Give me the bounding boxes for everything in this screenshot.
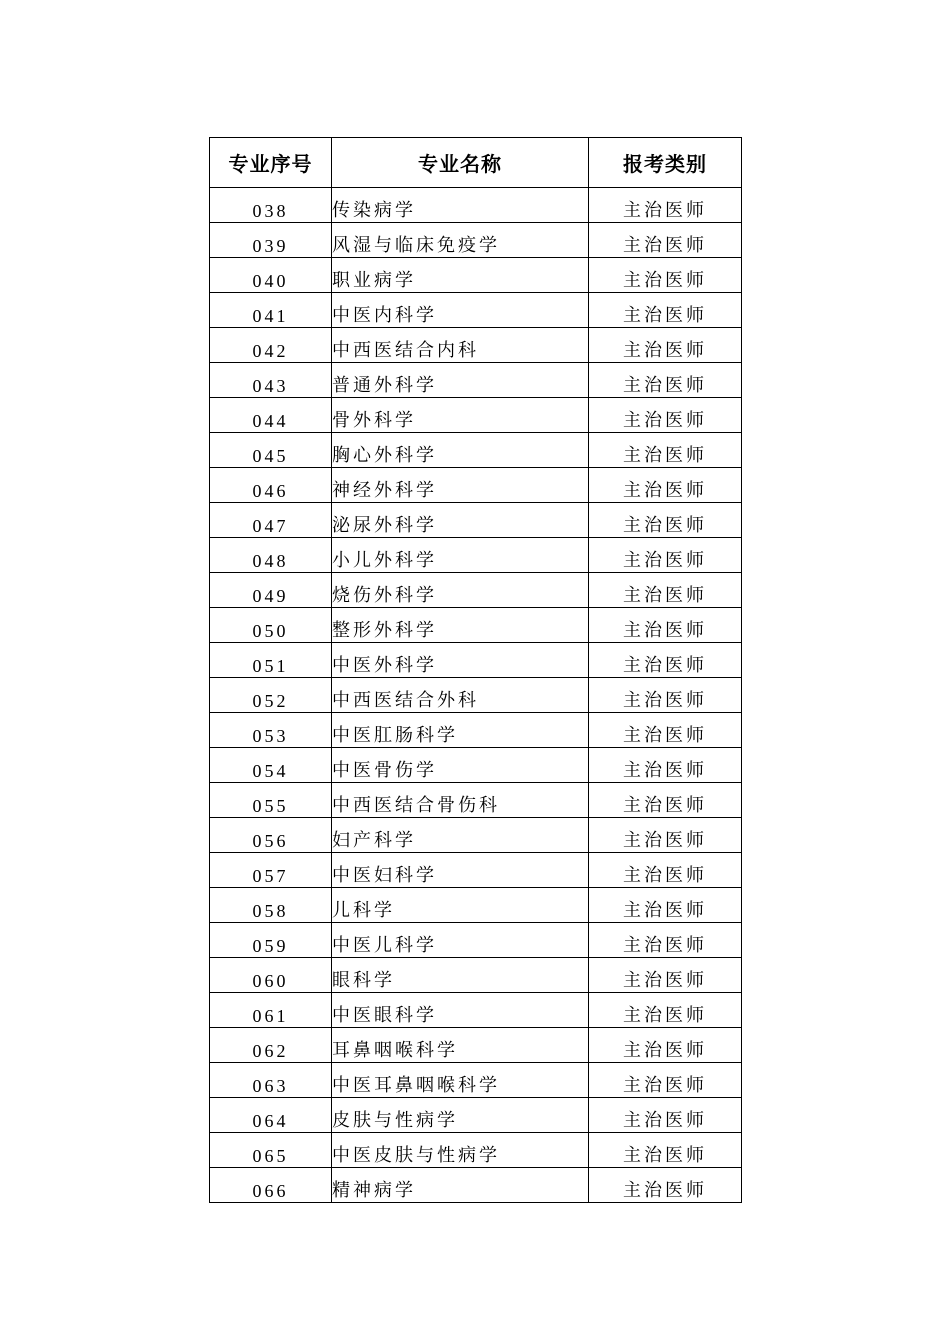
table-row (210, 538, 742, 573)
table-row (210, 888, 742, 923)
table-row (210, 608, 742, 643)
specialty-name-cell: 中医耳鼻咽喉科学 (332, 1063, 589, 1098)
specialty-name-cell: 耳鼻咽喉科学 (332, 1028, 589, 1063)
header-specialty-number: 专业序号 (210, 138, 332, 188)
table-row (210, 468, 742, 503)
specialty-number-cell: 038 (210, 188, 332, 223)
table-row (210, 573, 742, 608)
specialty-number-cell: 042 (210, 328, 332, 363)
specialty-name-cell: 中医眼科学 (332, 993, 589, 1028)
exam-category-cell: 主治医师 (589, 923, 742, 958)
specialty-number-cell: 063 (210, 1063, 332, 1098)
exam-category-cell: 主治医师 (589, 188, 742, 223)
specialty-name-cell: 中西医结合骨伤科 (332, 783, 589, 818)
specialty-name-cell: 中医皮肤与性病学 (332, 1133, 589, 1168)
specialty-number-cell: 061 (210, 993, 332, 1028)
header-specialty-name: 专业名称 (332, 138, 589, 188)
exam-category-cell: 主治医师 (589, 783, 742, 818)
specialty-number-cell: 060 (210, 958, 332, 993)
specialty-name-cell: 中医内科学 (332, 293, 589, 328)
exam-category-cell: 主治医师 (589, 433, 742, 468)
table-row (210, 713, 742, 748)
specialty-name-cell: 骨外科学 (332, 398, 589, 433)
table-row (210, 1028, 742, 1063)
exam-category-cell: 主治医师 (589, 258, 742, 293)
exam-category-cell: 主治医师 (589, 993, 742, 1028)
header-exam-category: 报考类别 (589, 138, 742, 188)
specialty-name-cell: 中医妇科学 (332, 853, 589, 888)
exam-category-cell: 主治医师 (589, 1133, 742, 1168)
specialty-name-cell: 精神病学 (332, 1168, 589, 1203)
specialty-name-cell: 皮肤与性病学 (332, 1098, 589, 1133)
specialty-number-cell: 049 (210, 573, 332, 608)
table-body (210, 188, 742, 1203)
exam-category-cell: 主治医师 (589, 1098, 742, 1133)
specialty-name-cell: 整形外科学 (332, 608, 589, 643)
table-row (210, 223, 742, 258)
table-row (210, 1133, 742, 1168)
table-row (210, 1063, 742, 1098)
specialty-number-cell: 039 (210, 223, 332, 258)
specialty-number-cell: 051 (210, 643, 332, 678)
exam-category-cell: 主治医师 (589, 643, 742, 678)
specialty-name-cell: 妇产科学 (332, 818, 589, 853)
specialty-name-cell: 胸心外科学 (332, 433, 589, 468)
specialty-name-cell: 小儿外科学 (332, 538, 589, 573)
specialty-name-cell: 职业病学 (332, 258, 589, 293)
exam-category-cell: 主治医师 (589, 678, 742, 713)
table-row (210, 1098, 742, 1133)
table-row (210, 818, 742, 853)
table-row (210, 853, 742, 888)
specialty-name-cell: 普通外科学 (332, 363, 589, 398)
specialty-name-cell: 神经外科学 (332, 468, 589, 503)
specialty-number-cell: 058 (210, 888, 332, 923)
table-row (210, 363, 742, 398)
specialty-name-cell: 中医骨伤学 (332, 748, 589, 783)
specialty-name-cell: 中医肛肠科学 (332, 713, 589, 748)
table-row (210, 1168, 742, 1203)
exam-category-cell: 主治医师 (589, 1028, 742, 1063)
specialty-number-cell: 062 (210, 1028, 332, 1063)
table-row (210, 433, 742, 468)
specialty-number-cell: 054 (210, 748, 332, 783)
specialty-name-cell: 中西医结合外科 (332, 678, 589, 713)
exam-category-cell: 主治医师 (589, 748, 742, 783)
specialty-number-cell: 057 (210, 853, 332, 888)
table-row (210, 293, 742, 328)
specialty-name-cell: 传染病学 (332, 188, 589, 223)
specialty-name-cell: 中西医结合内科 (332, 328, 589, 363)
exam-category-cell: 主治医师 (589, 328, 742, 363)
specialty-name-cell: 中医儿科学 (332, 923, 589, 958)
specialty-name-cell: 泌尿外科学 (332, 503, 589, 538)
table-row (210, 783, 742, 818)
specialty-number-cell: 059 (210, 923, 332, 958)
table-row (210, 398, 742, 433)
table-row (210, 503, 742, 538)
exam-category-cell: 主治医师 (589, 818, 742, 853)
exam-category-cell: 主治医师 (589, 503, 742, 538)
specialty-number-cell: 043 (210, 363, 332, 398)
table-header (210, 138, 742, 188)
exam-category-cell: 主治医师 (589, 853, 742, 888)
table-row (210, 643, 742, 678)
exam-category-cell: 主治医师 (589, 468, 742, 503)
specialty-number-cell: 047 (210, 503, 332, 538)
specialty-number-cell: 053 (210, 713, 332, 748)
specialty-number-cell: 065 (210, 1133, 332, 1168)
specialty-name-cell: 风湿与临床免疫学 (332, 223, 589, 258)
table-row (210, 993, 742, 1028)
table-row (210, 748, 742, 783)
table-row (210, 188, 742, 223)
specialty-number-cell: 041 (210, 293, 332, 328)
exam-category-cell: 主治医师 (589, 958, 742, 993)
exam-category-cell: 主治医师 (589, 293, 742, 328)
exam-category-cell: 主治医师 (589, 363, 742, 398)
specialty-name-cell: 眼科学 (332, 958, 589, 993)
exam-category-cell: 主治医师 (589, 538, 742, 573)
specialty-number-cell: 044 (210, 398, 332, 433)
specialty-number-cell: 040 (210, 258, 332, 293)
specialty-number-cell: 045 (210, 433, 332, 468)
exam-category-cell: 主治医师 (589, 608, 742, 643)
exam-category-cell: 主治医师 (589, 713, 742, 748)
specialty-number-cell: 056 (210, 818, 332, 853)
specialty-number-cell: 052 (210, 678, 332, 713)
specialty-name-cell: 烧伤外科学 (332, 573, 589, 608)
exam-category-cell: 主治医师 (589, 1168, 742, 1203)
exam-category-cell: 主治医师 (589, 223, 742, 258)
table-row (210, 958, 742, 993)
table-row (210, 923, 742, 958)
specialty-number-cell: 048 (210, 538, 332, 573)
specialty-number-cell: 064 (210, 1098, 332, 1133)
specialty-number-cell: 066 (210, 1168, 332, 1203)
exam-category-cell: 主治医师 (589, 398, 742, 433)
specialty-number-cell: 046 (210, 468, 332, 503)
table-row (210, 258, 742, 293)
exam-category-cell: 主治医师 (589, 888, 742, 923)
specialty-table (209, 137, 742, 1203)
table-row (210, 678, 742, 713)
header-row (210, 138, 742, 188)
specialty-name-cell: 儿科学 (332, 888, 589, 923)
specialty-name-cell: 中医外科学 (332, 643, 589, 678)
specialty-number-cell: 055 (210, 783, 332, 818)
exam-category-cell: 主治医师 (589, 1063, 742, 1098)
exam-category-cell: 主治医师 (589, 573, 742, 608)
specialty-number-cell: 050 (210, 608, 332, 643)
table-row (210, 328, 742, 363)
